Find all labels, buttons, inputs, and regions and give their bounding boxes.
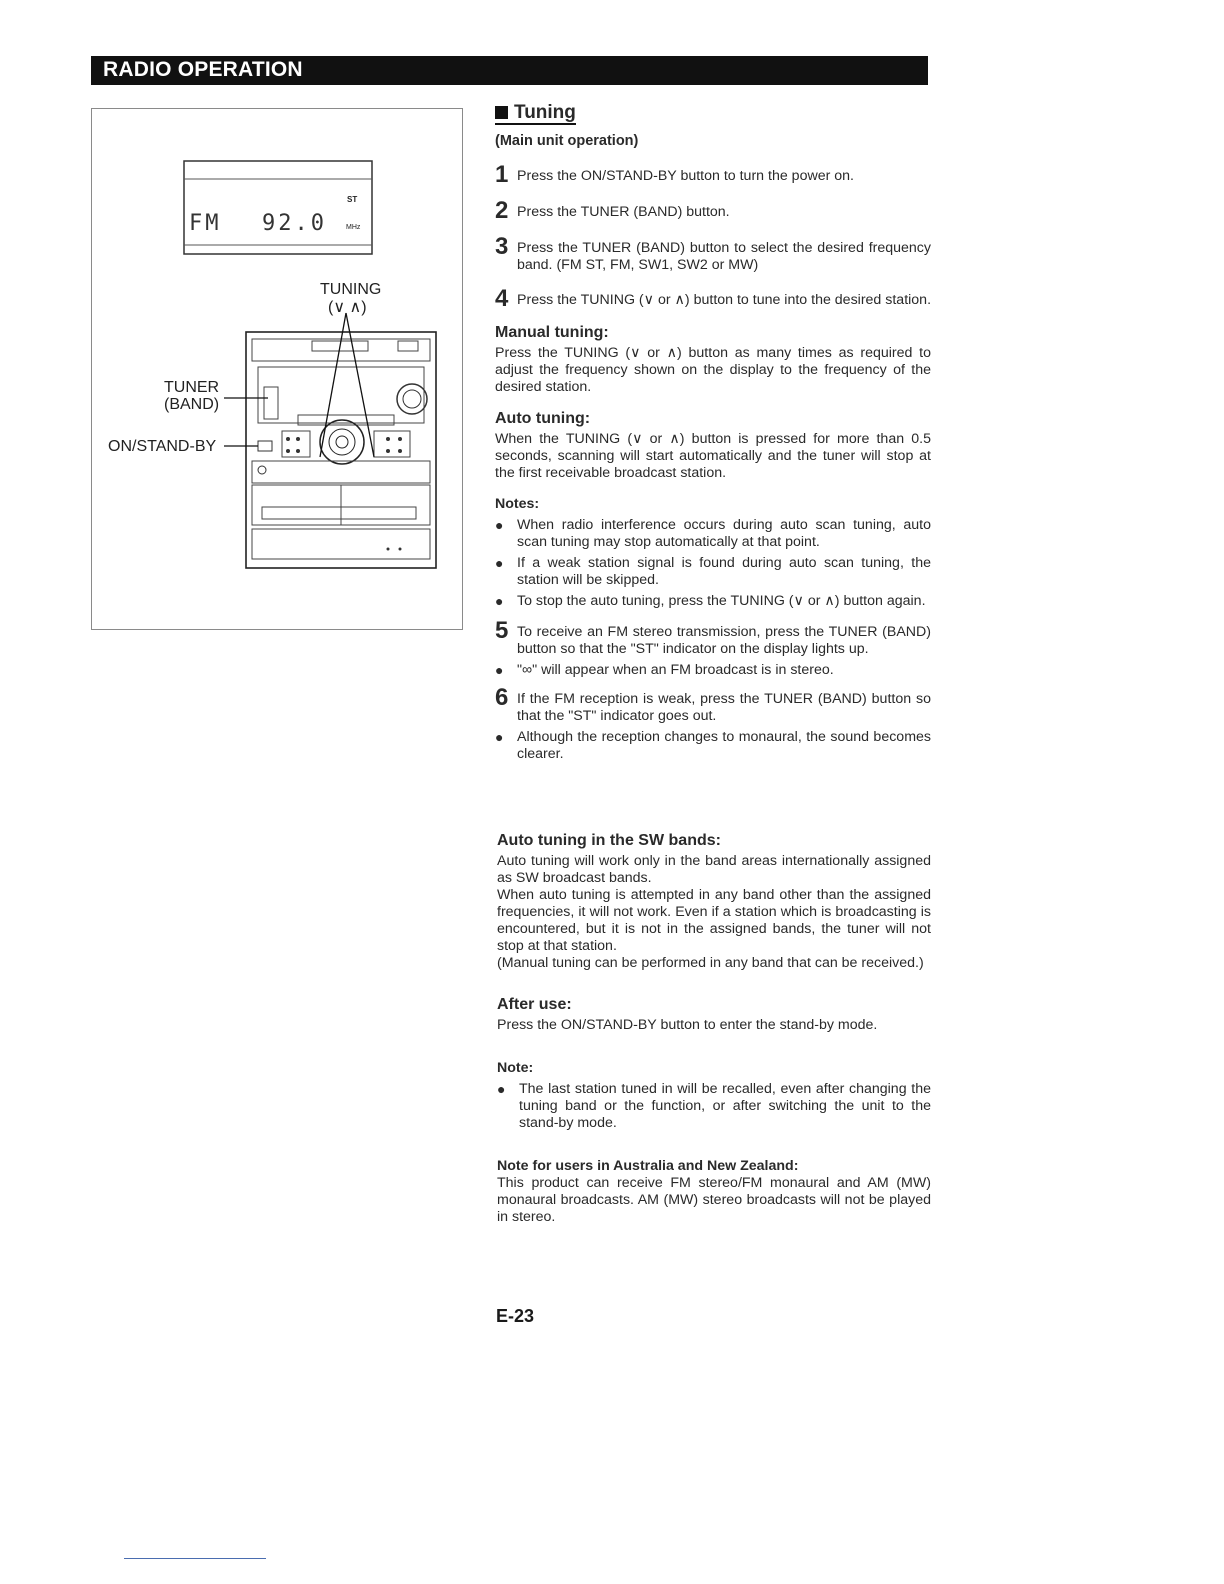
bullet-dot-icon: ● xyxy=(497,1081,506,1097)
step-6-bullet xyxy=(495,729,931,763)
note-item xyxy=(497,1081,931,1132)
section-header-title: RADIO OPERATION xyxy=(103,58,303,81)
australia-nz-heading: Note for users in Australia and New Zealand: xyxy=(497,1158,799,1174)
step-5-bullet xyxy=(495,662,931,679)
display-stereo-indicator: ST xyxy=(347,195,358,204)
notes-heading: Notes: xyxy=(495,496,540,512)
instructions-column xyxy=(495,100,931,763)
step-4 xyxy=(495,285,932,312)
main-unit-operation-label: (Main unit operation) xyxy=(495,133,639,149)
step-number: 2 xyxy=(495,197,509,224)
step-text: Press the TUNER (BAND) button. xyxy=(517,204,730,220)
unit-illustration xyxy=(91,108,463,630)
sw-and-after-use-column xyxy=(497,832,931,1226)
on-standby-button-shape xyxy=(258,441,272,451)
note-item xyxy=(495,555,931,589)
bullet-dot-icon: ● xyxy=(495,729,504,745)
display-mhz-unit: MHz xyxy=(346,224,361,231)
section-header-bar xyxy=(91,56,928,85)
step-number: 5 xyxy=(495,617,509,644)
manual-tuning-heading: Manual tuning: xyxy=(495,324,609,341)
display-band-readout: FM xyxy=(189,211,222,236)
label-on-standby: ON/STAND-BY xyxy=(108,438,217,455)
label-tuner: TUNER xyxy=(164,379,220,396)
tuning-jog-dial xyxy=(320,420,364,464)
volume-knob xyxy=(397,384,427,414)
display-panel-outline xyxy=(184,161,372,254)
footer-rule xyxy=(124,1558,266,1559)
label-tuning: TUNING xyxy=(320,281,382,298)
step-1 xyxy=(495,161,931,188)
step-text: If the FM reception is weak, press the TUNER (BAND) button so that the "ST" indicator goes out. xyxy=(517,691,931,724)
sw-bands-heading: Auto tuning in the SW bands: xyxy=(497,832,721,849)
after-use-heading: After use: xyxy=(497,996,572,1013)
page-number: E-23 xyxy=(496,1306,535,1326)
bullet-dot-icon: ● xyxy=(495,555,504,571)
step-6 xyxy=(495,684,931,725)
manual-tuning-text: Press the TUNING (∨ or ∧) button as many times as required to adjust the frequency shown on the display to the frequency of the desired station. xyxy=(495,345,931,395)
step-5 xyxy=(495,617,931,658)
note-text: To stop the auto tuning, press the TUNING (∨ or ∧) button again. xyxy=(517,593,926,609)
bullet-dot-icon: ● xyxy=(495,517,504,533)
sw-bands-text-2: When auto tuning is attempted in any band other than the assigned frequencies, it will not work. Even if a station which is broadcasting is encountered, but it is not in the assigned bands, the tuner will not stop at that station. xyxy=(497,887,931,954)
step-3 xyxy=(495,233,931,274)
auto-tuning-heading: Auto tuning: xyxy=(495,410,591,427)
auto-tuning-text: When the TUNING (∨ or ∧) button is pressed for more than 0.5 seconds, scanning will start automatically and the tuner will stop at the first receivable broadcast station. xyxy=(495,431,931,481)
step-text: To receive an FM stereo transmission, press the TUNER (BAND) button so that the "ST" indicator on the display lights up. xyxy=(517,624,931,657)
display-frequency-readout: 92.0 xyxy=(262,211,327,236)
bullet-text: Although the reception changes to monaural, the sound becomes clearer. xyxy=(517,729,931,762)
sw-bands-text-1: Auto tuning will work only in the band areas internationally assigned as SW broadcast bands. xyxy=(497,853,931,886)
step-text: Press the TUNING (∨ or ∧) button to tune into the desired station. xyxy=(517,292,932,308)
step-number: 6 xyxy=(495,684,509,711)
bullet-text: "∞" will appear when an FM broadcast is in stereo. xyxy=(517,662,834,678)
bullet-dot-icon: ● xyxy=(495,593,504,609)
note-text: When radio interference occurs during auto scan tuning, auto scan tuning may stop automatically at that point. xyxy=(517,517,931,550)
square-bullet-icon xyxy=(495,106,508,119)
step-text: Press the ON/STAND-BY button to turn the power on. xyxy=(517,168,854,184)
tuning-heading-text: Tuning xyxy=(514,102,576,123)
step-2 xyxy=(495,197,931,224)
step-number: 3 xyxy=(495,233,509,260)
note-heading: Note: xyxy=(497,1060,534,1076)
label-band: (BAND) xyxy=(164,396,220,413)
note-item xyxy=(495,517,931,551)
step-number: 1 xyxy=(495,161,509,188)
australia-nz-text: This product can receive FM stereo/FM monaural and AM (MW) monaural broadcasts. AM (MW) stereo broadcasts will not be played in stereo. xyxy=(497,1175,931,1225)
tuning-heading xyxy=(495,104,576,125)
bullet-dot-icon: ● xyxy=(495,662,504,678)
stereo-unit-drawing xyxy=(92,109,464,631)
after-use-text: Press the ON/STAND-BY button to enter the stand-by mode. xyxy=(497,1017,878,1033)
step-number: 4 xyxy=(495,285,509,312)
note-item xyxy=(495,593,931,610)
step-text: Press the TUNER (BAND) button to select the desired frequency band. (FM ST, FM, SW1, SW2 or MW) xyxy=(517,240,931,273)
note-text: The last station tuned in will be recalled, even after changing the tuning band or the function, or after switching the unit to the stand-by mode. xyxy=(519,1081,931,1131)
note-text: If a weak station signal is found during auto scan tuning, the station will be skipped. xyxy=(517,555,931,588)
label-tuning-arrows: (∨ ∧) xyxy=(328,299,367,316)
sw-bands-text-3: (Manual tuning can be performed in any band that can be received.) xyxy=(497,955,924,971)
